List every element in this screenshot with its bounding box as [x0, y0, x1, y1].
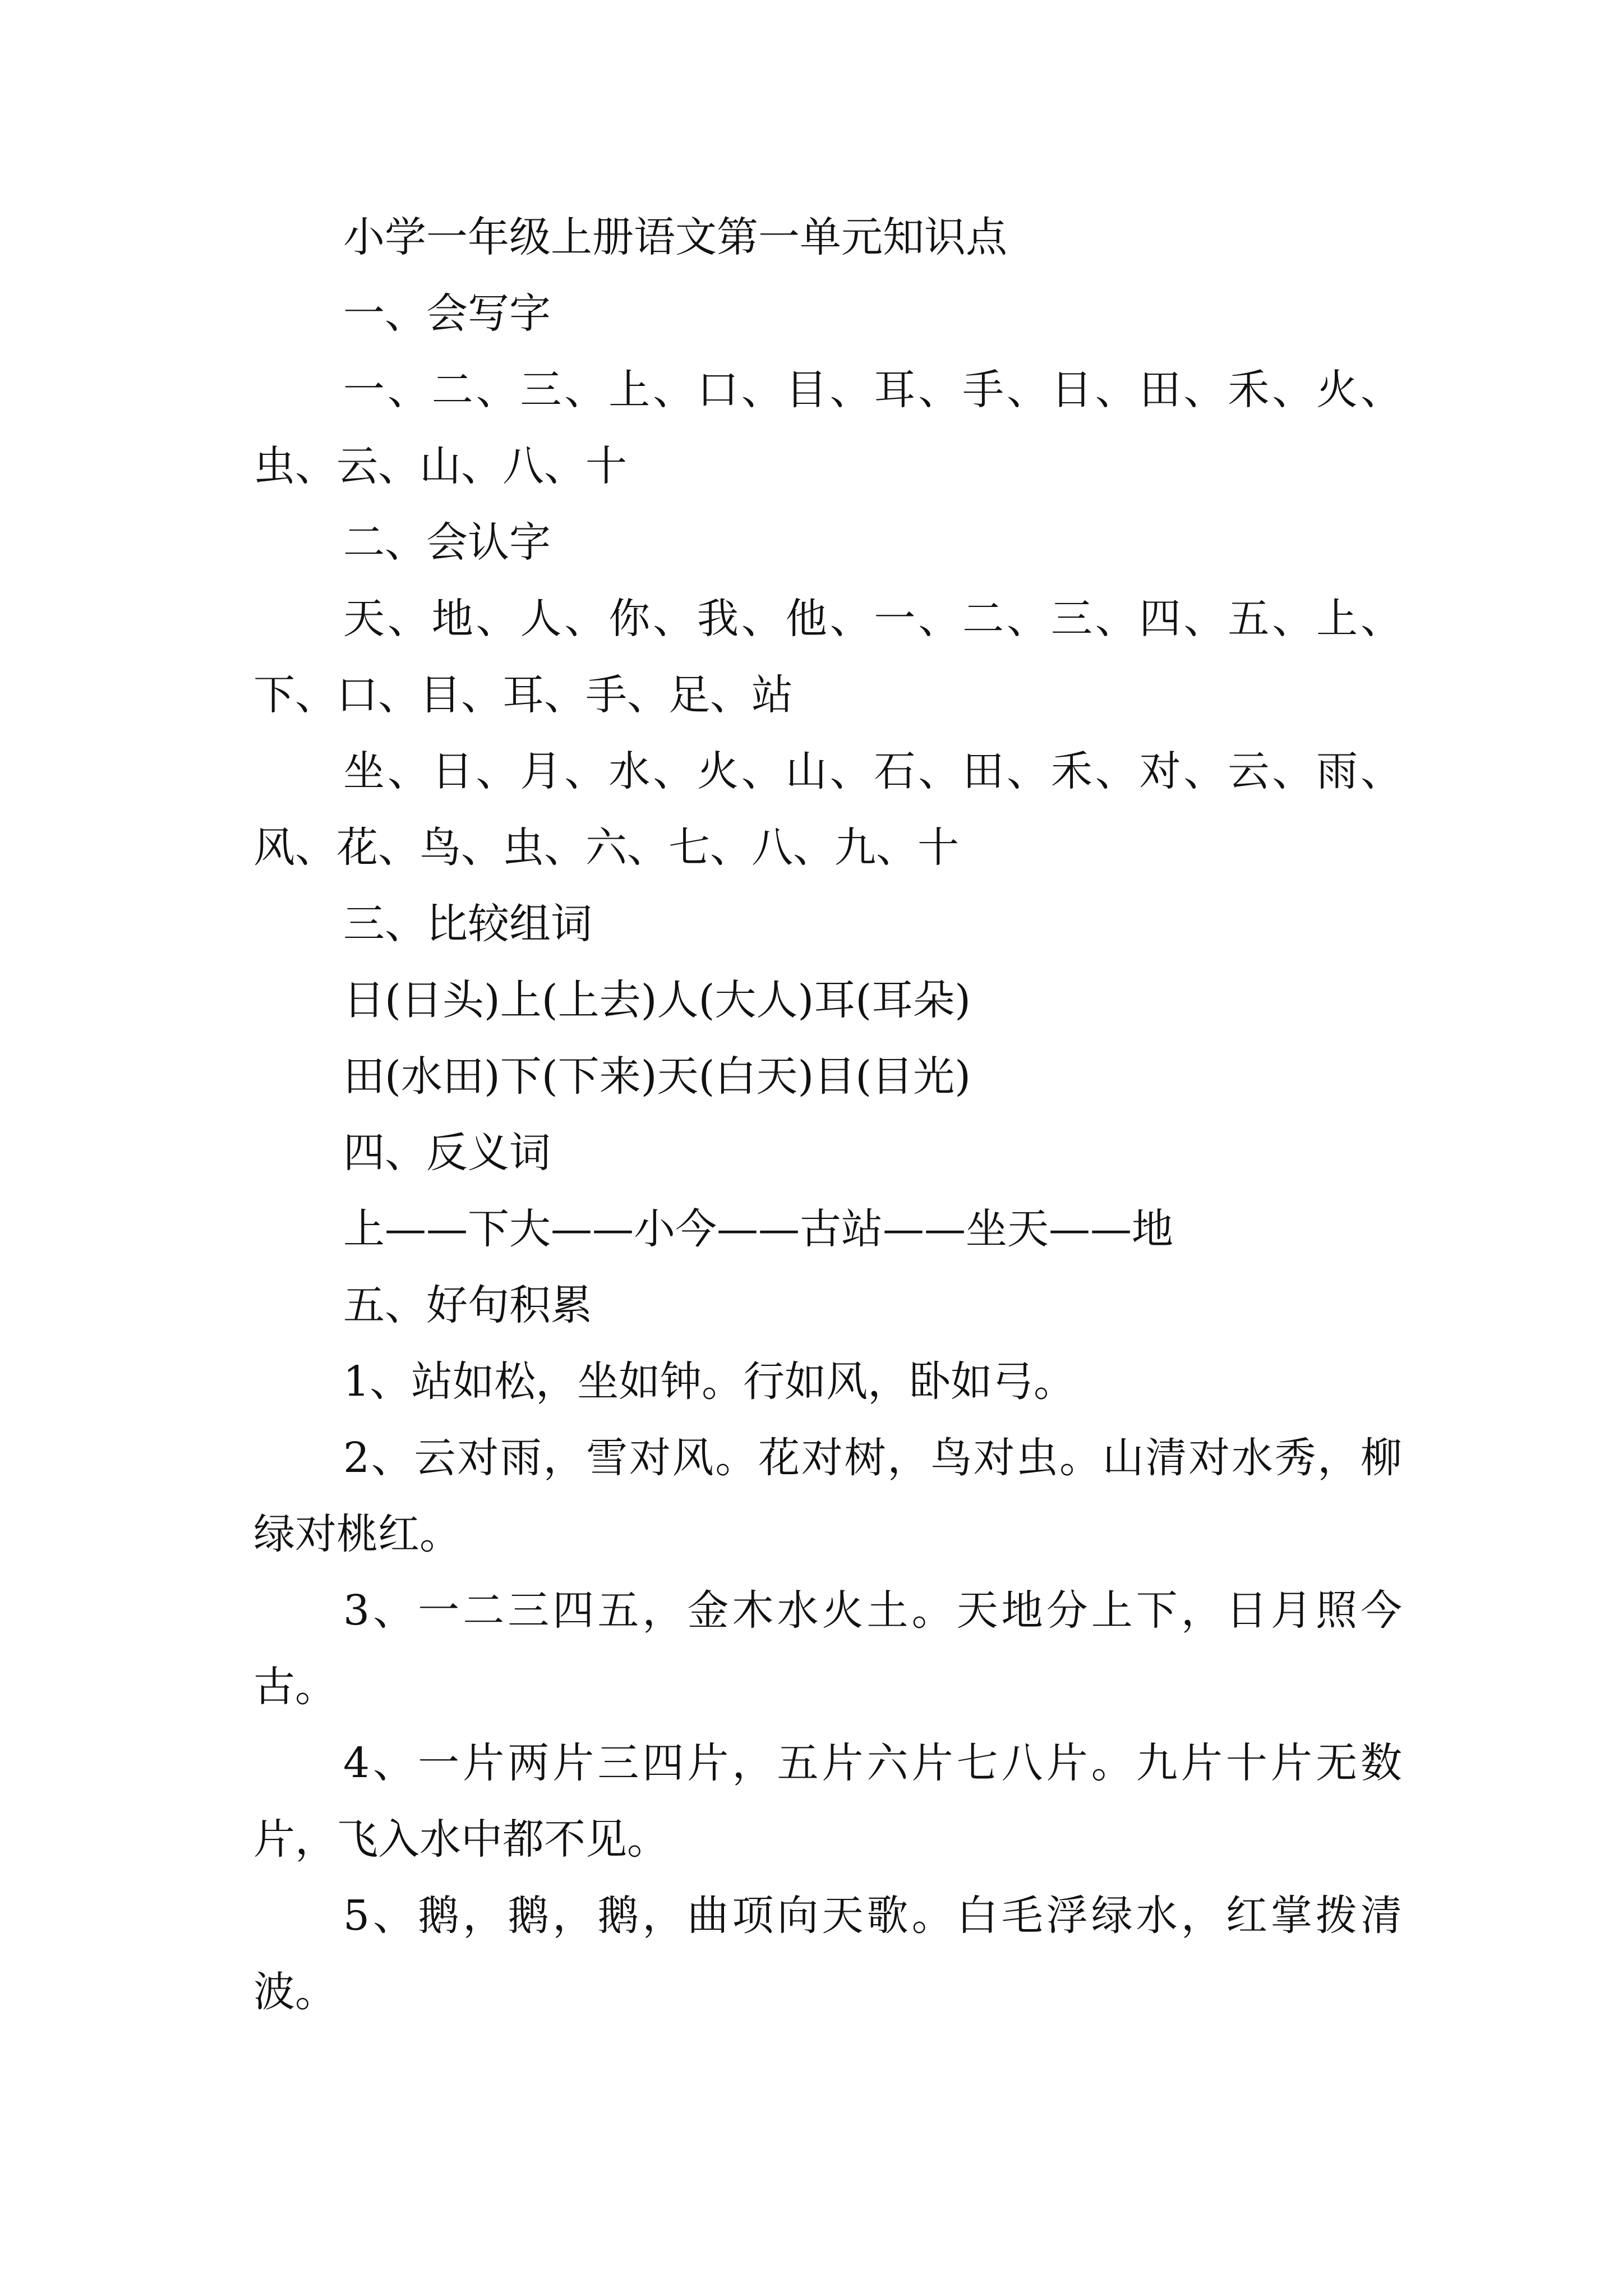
section-heading-recognition: 二、会认字: [343, 518, 551, 567]
good-sentence-3: 3、一二三四五，金木水火土。天地分上下，日月照今古。: [253, 1586, 1402, 1711]
antonyms-line: 上——下大——小今——古站——坐天——地: [343, 1205, 1173, 1253]
document-body: [253, 199, 1402, 2030]
section-heading-writing: 一、会写字: [343, 289, 551, 338]
section-heading-good-sentences: 五、好句积累: [343, 1281, 592, 1329]
recognition-characters-list-2: 坐、日、月、水、火、山、石、田、禾、对、云、雨、风、花、鸟、虫、六、七、八、九、十: [253, 747, 1402, 872]
section-heading-antonyms: 四、反义词: [343, 1129, 551, 1177]
section-heading-word-groups: 三、比较组词: [343, 900, 592, 948]
good-sentence-5: 5、鹅，鹅，鹅，曲项向天歌。白毛浮绿水，红掌拨清波。: [253, 1892, 1402, 2016]
recognition-characters-list-1: 天、地、人、你、我、他、一、二、三、四、五、上、下、口、目、耳、手、足、站: [253, 595, 1402, 719]
word-group-line-2: 田(水田)下(下来)天(白天)目(目光): [343, 1052, 971, 1101]
good-sentence-1: 1、站如松，坐如钟。行如风，卧如弓。: [343, 1358, 1076, 1406]
good-sentence-2: 2、云对雨，雪对风。花对树，鸟对虫。山清对水秀，柳绿对桃红。: [253, 1434, 1402, 1558]
good-sentence-4: 4、一片两片三四片，五片六片七八片。九片十片无数片，飞入水中都不见。: [253, 1739, 1402, 1864]
word-group-line-1: 日(日头)上(上去)人(大人)耳(耳朵): [343, 976, 971, 1024]
document-title: 小学一年级上册语文第一单元知识点: [343, 213, 1007, 261]
writing-characters-list: 一、二、三、上、口、目、耳、手、日、田、禾、火、虫、云、山、八、十: [253, 366, 1402, 490]
